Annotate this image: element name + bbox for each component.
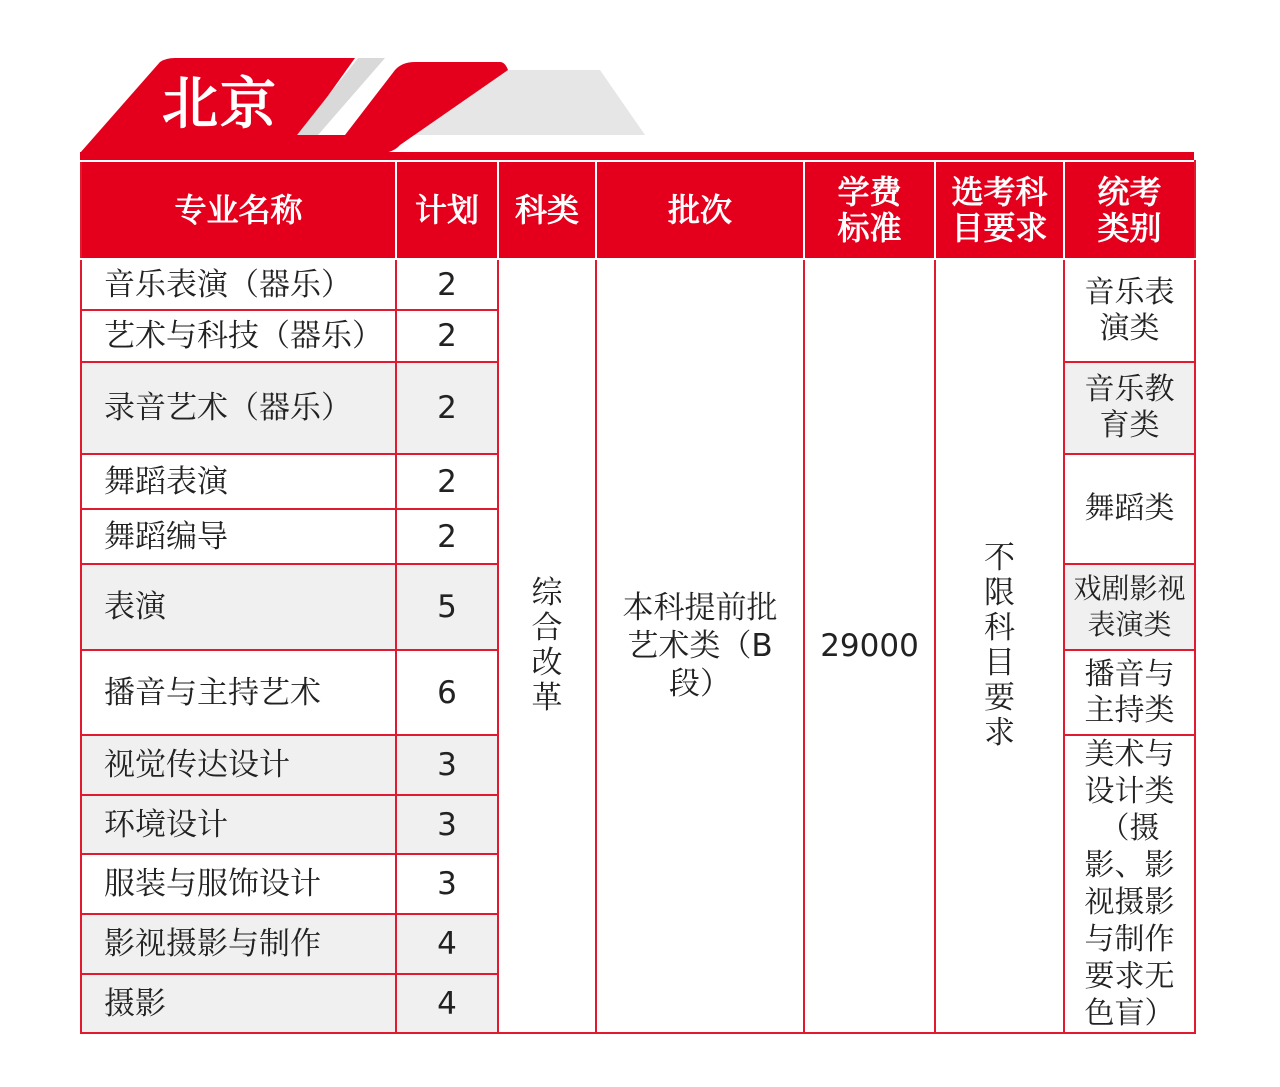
major-name: 音乐表演（器乐） — [81, 259, 396, 310]
header-fee: 学费标准 — [804, 161, 935, 259]
major-name: 艺术与科技（器乐） — [81, 310, 396, 362]
exam-type-cell: 音乐表演类 — [1064, 259, 1195, 362]
subject-req-cell: 不限科目要求 — [935, 259, 1064, 1033]
major-name: 环境设计 — [81, 795, 396, 854]
plan-count: 6 — [396, 650, 498, 735]
major-name: 影视摄影与制作 — [81, 914, 396, 974]
exam-type-cell: 美术与设计类（摄影、影视摄影与制作要求无色盲） — [1064, 735, 1195, 1033]
header-plan: 计划 — [396, 161, 498, 259]
plan-count: 2 — [396, 509, 498, 564]
exam-type-cell: 音乐教育类 — [1064, 362, 1195, 454]
major-name: 舞蹈编导 — [81, 509, 396, 564]
header-category: 科类 — [498, 161, 596, 259]
major-name: 摄影 — [81, 974, 396, 1033]
header-major: 专业名称 — [81, 161, 396, 259]
plan-count: 4 — [396, 914, 498, 974]
plan-count: 4 — [396, 974, 498, 1033]
region-banner — [0, 0, 1280, 160]
exam-type-cell: 舞蹈类 — [1064, 454, 1195, 564]
region-title: 北京 — [162, 72, 278, 137]
major-name: 播音与主持艺术 — [81, 650, 396, 735]
category-cell: 综合改革 — [498, 259, 596, 1033]
exam-type-cell: 戏剧影视表演类 — [1064, 564, 1195, 650]
batch-cell: 本科提前批艺术类（B段） — [596, 259, 804, 1033]
major-name: 视觉传达设计 — [81, 735, 396, 795]
header-exam-type: 统考类别 — [1064, 161, 1195, 259]
plan-count: 5 — [396, 564, 498, 650]
major-name: 录音艺术（器乐） — [81, 362, 396, 454]
fee-cell: 29000 — [804, 259, 935, 1033]
major-name: 服装与服饰设计 — [81, 854, 396, 914]
header-subject-req: 选考科目要求 — [935, 161, 1064, 259]
admission-plan-table — [80, 160, 1196, 1034]
plan-count: 2 — [396, 454, 498, 509]
header-batch: 批次 — [596, 161, 804, 259]
plan-count: 3 — [396, 735, 498, 795]
plan-count: 2 — [396, 362, 498, 454]
plan-count: 2 — [396, 310, 498, 362]
exam-type-cell: 播音与主持类 — [1064, 650, 1195, 735]
major-name: 表演 — [81, 564, 396, 650]
plan-count: 3 — [396, 795, 498, 854]
major-name: 舞蹈表演 — [81, 454, 396, 509]
plan-count: 3 — [396, 854, 498, 914]
table-row — [81, 259, 1195, 310]
table-header-row — [81, 161, 1195, 259]
plan-count: 2 — [396, 259, 498, 310]
